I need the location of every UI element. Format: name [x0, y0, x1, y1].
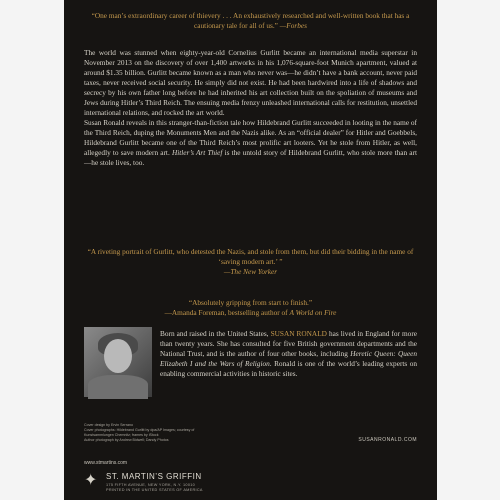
new-yorker-quote-text: “A riveting portrait of Gurlitt, who detested the Nazis, and stole from them, but did their bidding in the name of ‘saving modern art.’ ”: [87, 247, 414, 266]
new-yorker-quote: [84, 247, 417, 277]
credit-cover-design: Cover design by Ervin Serrano: [84, 423, 133, 427]
publisher-logo-icon: ✦: [84, 472, 98, 489]
bio-lead: Born and raised in the United States,: [160, 329, 271, 338]
bio-book-title: Heretic Queen: Queen Elizabeth I and the Wars of Religion: [160, 349, 417, 368]
foreman-quote-text: “Absolutely gripping from start to finish.”: [188, 298, 313, 307]
author-website[interactable]: SUSANRONALD.COM: [358, 437, 417, 443]
book-description: [84, 48, 417, 168]
author-name: SUSAN RONALD: [270, 329, 327, 338]
bio-end: . Ronald is one of the world’s leading experts on enabling commercial activities in historic sites.: [160, 359, 417, 378]
publisher-name: ST. MARTIN’S GRIFFIN: [106, 472, 202, 481]
description-paragraph-1: The world was stunned when eighty-year-old Cornelius Gurlitt became an international media superstar in November 2013 on the discovery of over 1,400 artworks in his 1,076-square-foot Munich apartment, valued at around $1.35 billion. Gurlitt became known as a man who never was—he didn’t have a bank account, never paid taxes, never received social security. He simply did not exist. He had been hardwired into a life of shadows and secrecy by his own father long before he had inherited his art collection built on the spoliation of museums and Jews during Hitler’s Third Reich. The ensuing media frenzy unleashed international calls for restitution, unsettled international relations, and rocked the art world.: [84, 48, 417, 117]
forbes-attribution: —Forbes: [279, 21, 307, 30]
forbes-quote: [84, 11, 417, 31]
bio-mid: has lived in England for more than twenty years. She has consulted for five British government departments and the National Trust, and is the author of four other books, including: [160, 329, 417, 358]
forbes-quote-text: “One man’s extraordinary career of thievery . . . An exhaustively researched and well-written book that has a cautionary tale for all of us.”: [91, 11, 410, 30]
description-paragraph-2-end: is the untold story of Hildebrand Gurlitt, who stole more than art—he stole lives, too.: [84, 148, 418, 167]
foreman-quote: [84, 298, 417, 318]
book-title-inline: Hitler’s Art Thief: [171, 148, 223, 157]
foreman-attribution: —Amanda Foreman, bestselling author of: [164, 308, 290, 317]
back-cover: [64, 0, 437, 500]
credit-cover-photos: Cover photographs: Hildebrand Gurlitt by dpa/AP Images; courtesy of Kunstsammlungen Chemnitz; frames by iStock: [84, 428, 195, 437]
publisher-address: [106, 483, 203, 493]
cover-credits: [84, 423, 204, 443]
publisher-website[interactable]: www.stmartins.com: [84, 460, 128, 466]
author-bio: [160, 329, 417, 379]
description-paragraph-2-text: Susan Ronald reveals in this stranger-than-fiction tale how Hildebrand Gurlitt succeeded in looting in the name of the Third Reich, duping the Monuments Men and the Nazis alike. As an “official dealer” for Hitler and Goebbels, Hildebrand Gurlitt became one of the Third Reich’s most prolific art looters. Yet he stole from Hitler, as well, allegedly to save modern art.: [84, 118, 417, 157]
printed-in-line: PRINTED IN THE UNITED STATES OF AMERICA: [106, 488, 203, 492]
author-photo: [84, 327, 152, 397]
foreman-book-title: A World on Fire: [289, 308, 337, 317]
new-yorker-attribution: —The New Yorker: [223, 267, 278, 276]
publisher-address-line: 175 FIFTH AVENUE, NEW YORK, N.Y. 10010: [106, 483, 196, 487]
description-paragraph-2: [84, 118, 417, 168]
credit-author-photo: Author photograph by Andrew Bidwell; Dandy Photos: [84, 438, 169, 442]
